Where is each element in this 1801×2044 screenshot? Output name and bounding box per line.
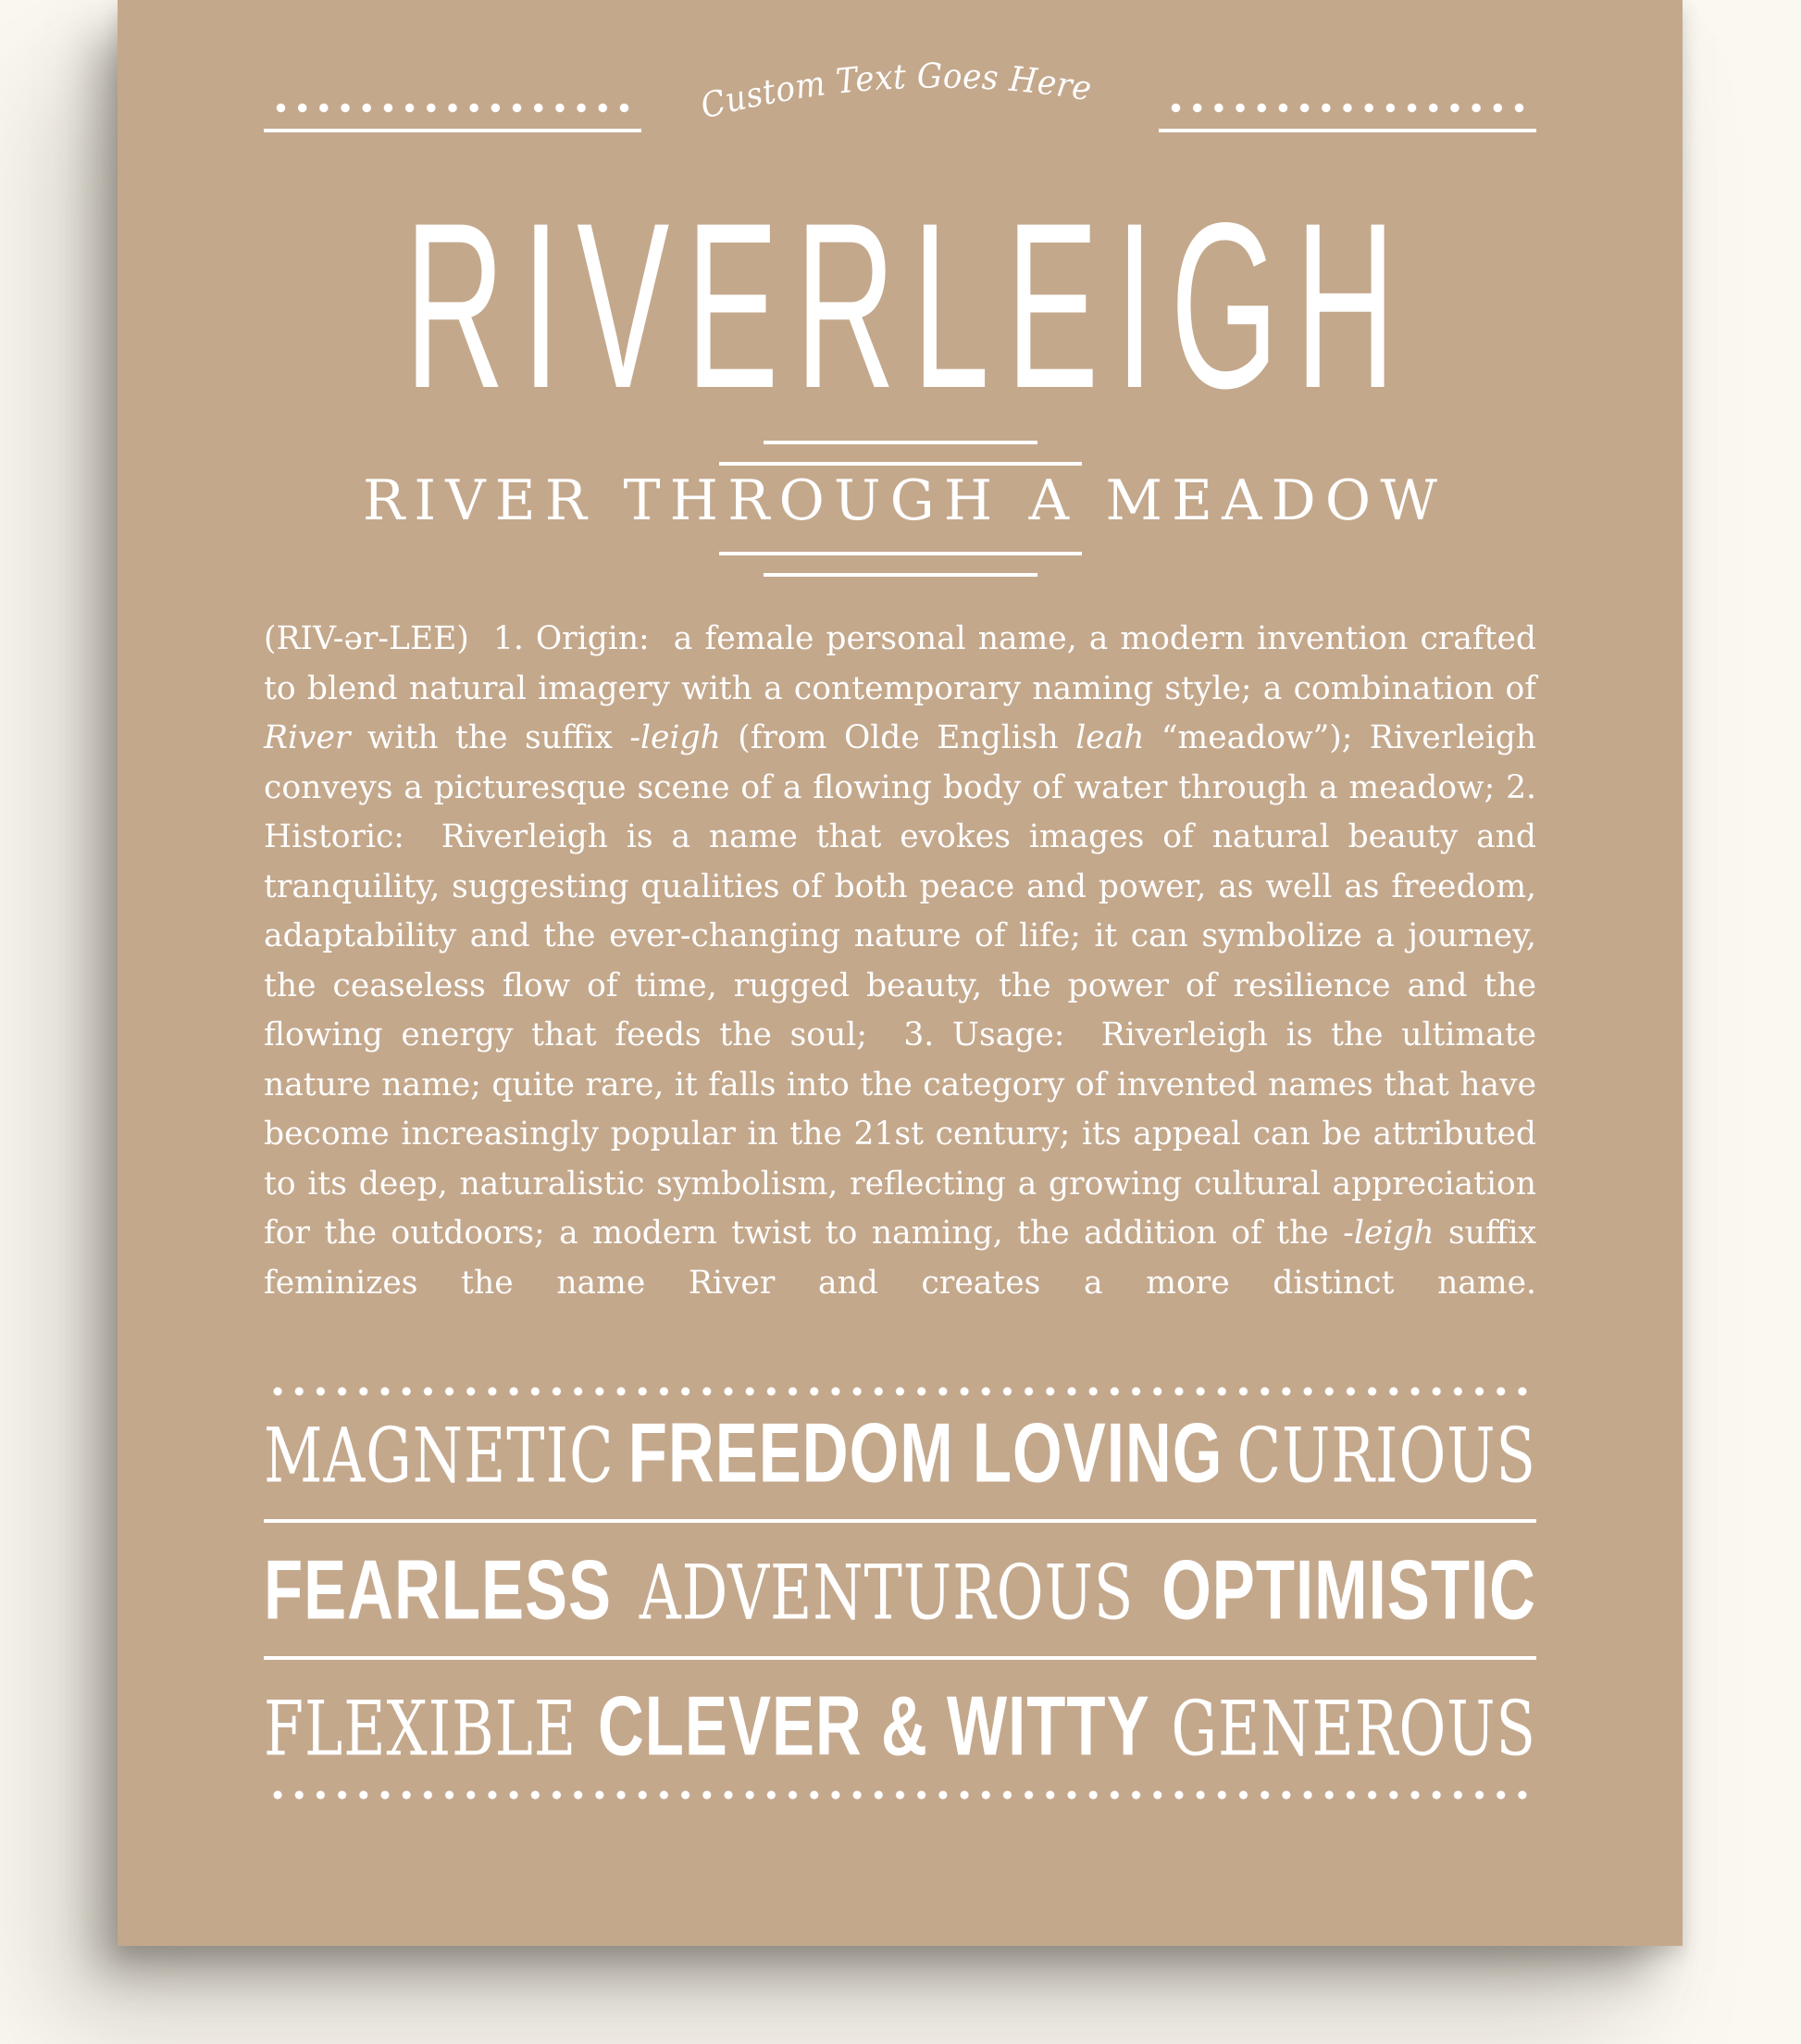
definition-segment: with the suffix bbox=[350, 719, 630, 756]
divider-above-meaning bbox=[118, 441, 1683, 466]
trait-word: MAGNETIC bbox=[264, 1411, 615, 1501]
trait-word: FREEDOM LOVING bbox=[627, 1405, 1223, 1501]
definition-segment: “meadow”); Riverleigh conveys a picturesque scene of a flowing body of water through a meadow; 2. Historic: Riverleigh is a name that evokes images of natural beauty and tranquility, suggesting qualities of both peace and power, as well as freedom, adaptability and the ever-changing nature of life; it can symbolize a journey, the ceaseless flow of time, rugged beauty, the power of resilience and the flowing energy that feeds the soul; 3. Usage: Riverleigh is the ultimate nature name; quite rare, it falls into the category of invented names that have become increasingly popular in the 21st century; its appeal can be attributed to its deep, naturalistic symbolism, reflecting a growing cultural appreciation for the outdoors; a modern twist to naming, the addition of the bbox=[264, 719, 1546, 1252]
definition-italic-segment: -leigh bbox=[1343, 1215, 1435, 1252]
divider-line-long bbox=[719, 462, 1082, 466]
name-art-print bbox=[118, 0, 1683, 1946]
dotted-line-icon bbox=[1159, 102, 1536, 114]
trait-word: FLEXIBLE bbox=[264, 1684, 578, 1774]
divider-line-short bbox=[764, 441, 1037, 444]
masthead bbox=[264, 54, 1536, 142]
definition-segment: (RIV-ər-LEE) 1. Origin: a female personal name, a modern invention crafted to blend natural imagery with a contemporary naming style; a combination of bbox=[264, 620, 1546, 707]
divider-line-long bbox=[719, 552, 1082, 555]
trait-word: CURIOUS bbox=[1236, 1411, 1536, 1501]
svg-text:Custom Text Goes Here bbox=[697, 56, 1095, 127]
custom-text-script bbox=[697, 54, 1104, 142]
definition-italic-segment: River bbox=[264, 719, 351, 756]
divider-line-short bbox=[764, 573, 1037, 577]
dotted-separator-top bbox=[264, 1386, 1536, 1397]
ornament-left bbox=[264, 102, 641, 132]
dotted-separator-bottom bbox=[264, 1789, 1536, 1801]
name-title: RIVERLEIGH bbox=[404, 172, 1412, 437]
definition-segment: suffix feminizes the name River and creates a more distinct name. bbox=[264, 1215, 1546, 1302]
ornament-right bbox=[1159, 102, 1536, 132]
trait-word: ADVENTUROUS bbox=[639, 1548, 1135, 1638]
trait-word: CLEVER & WITTY bbox=[597, 1678, 1150, 1774]
trait-divider-1 bbox=[264, 1519, 1536, 1523]
meaning-subtitle: RIVER THROUGH A MEADOW bbox=[363, 468, 1447, 533]
trait-word: GENEROUS bbox=[1171, 1684, 1536, 1774]
definition-paragraph bbox=[264, 615, 1546, 1308]
dotted-line-icon bbox=[264, 102, 641, 114]
custom-text-label: Custom Text Goes Here bbox=[696, 56, 1096, 127]
ornament-rule bbox=[1159, 129, 1536, 132]
name-title-wrap bbox=[118, 172, 1683, 437]
divider-below-meaning bbox=[118, 552, 1683, 577]
trait-word: OPTIMISTIC bbox=[1161, 1542, 1536, 1638]
definition-segment: (from Olde English bbox=[720, 719, 1076, 756]
definition-italic-segment: leah bbox=[1075, 719, 1145, 756]
trait-divider-2 bbox=[264, 1656, 1536, 1660]
trait-word: FEARLESS bbox=[264, 1542, 613, 1638]
definition-italic-segment: -leigh bbox=[629, 719, 721, 756]
ornament-rule bbox=[264, 129, 641, 132]
